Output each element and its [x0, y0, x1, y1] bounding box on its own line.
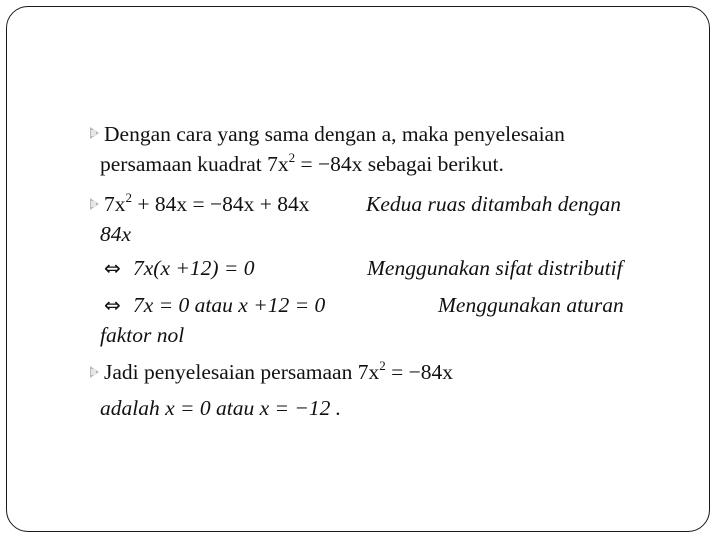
equation-note-2: Menggunakan sifat distributif: [367, 256, 623, 280]
equation-line-1: [104, 190, 310, 216]
left-right-arrow-icon: ⇔: [104, 293, 121, 317]
text-segment: = −84x sebagai berikut.: [295, 152, 504, 176]
triangle-bullet-icon: [90, 198, 99, 210]
text-segment: persamaan kuadrat 7x: [100, 152, 289, 176]
text-segment: 7x: [104, 192, 126, 216]
left-right-arrow-icon: ⇔: [104, 256, 121, 280]
triangle-bullet-icon: [90, 366, 99, 378]
conclusion-line-2: adalah x = 0 atau x = −12 .: [100, 396, 342, 420]
triangle-bullet-icon: [90, 127, 99, 139]
paragraph-1-line-1: Dengan cara yang sama dengan a, maka penyelesaian: [104, 122, 565, 146]
text-segment: + 84x = −84x + 84x: [132, 192, 310, 216]
equation-line-2: 7x(x +12) = 0: [133, 256, 255, 280]
superscript: 2: [125, 190, 132, 205]
superscript: 2: [379, 358, 386, 373]
superscript: 2: [288, 150, 296, 165]
equation-line-3: 7x = 0 atau x +12 = 0: [133, 293, 326, 317]
equation-note-1: Kedua ruas ditambah dengan: [366, 192, 622, 216]
equation-note-3-continued: faktor nol: [100, 323, 185, 347]
paragraph-1-line-2: [100, 150, 504, 176]
conclusion-line-1: [104, 358, 453, 384]
equation-note-1-continued: 84x: [100, 222, 132, 246]
equation-note-3: Menggunakan aturan: [438, 293, 624, 317]
text-segment: = −84x: [385, 360, 453, 384]
text-segment: Jadi penyelesaian persamaan 7x: [104, 360, 380, 384]
